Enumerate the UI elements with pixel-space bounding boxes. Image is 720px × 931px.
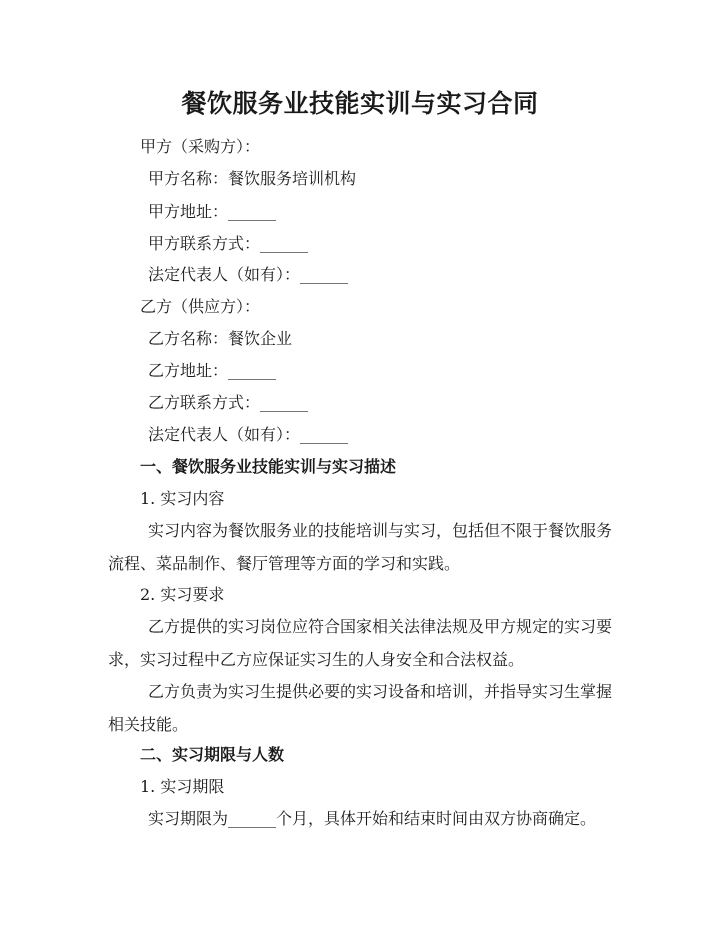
party-b-representative: 法定代表人（如有）：______: [148, 425, 349, 444]
party-b-contact: 乙方联系方式：______: [148, 393, 309, 412]
party-a-heading: 甲方（采购方）：: [140, 137, 261, 156]
party-b-address: 乙方地址：______: [148, 361, 277, 380]
party-b-name: 乙方名称：餐饮企业: [148, 329, 293, 348]
section-2-heading: 二、实习期限与人数: [140, 745, 285, 764]
document-title: 餐饮服务业技能实训与实习合同: [181, 89, 539, 118]
party-b-heading: 乙方（供应方）：: [140, 297, 261, 316]
section-1-sub-2-text-2: 乙方负责为实习生提供必要的实习设备和培训，并指导实习生掌握相关技能。: [108, 682, 613, 734]
party-a-address: 甲方地址：______: [148, 202, 277, 221]
section-1-heading: 一、餐饮服务业技能实训与实习描述: [140, 457, 397, 476]
section-1-sub-1-text: 实习内容为餐饮服务业的技能培训与实习，包括但不限于餐饮服务流程、菜品制作、餐厅管理等方面的学习和实践。: [108, 521, 613, 573]
section-1-sub-1-title: 1. 实习内容: [140, 489, 225, 508]
party-a-contact: 甲方联系方式：______: [148, 234, 309, 253]
party-a-name: 甲方名称：餐饮服务培训机构: [148, 169, 357, 188]
section-1-sub-2-title: 2. 实习要求: [140, 585, 225, 604]
section-2-sub-1-text: 实习期限为______个月，具体开始和结束时间由双方协商确定。: [148, 809, 597, 828]
section-1-sub-2-text-1: 乙方提供的实习岗位应符合国家相关法律法规及甲方规定的实习要求，实习过程中乙方应保证实习生的人身安全和合法权益。: [108, 617, 613, 669]
party-a-representative: 法定代表人（如有）：______: [148, 265, 349, 284]
section-2-sub-1-title: 1. 实习期限: [140, 777, 225, 796]
